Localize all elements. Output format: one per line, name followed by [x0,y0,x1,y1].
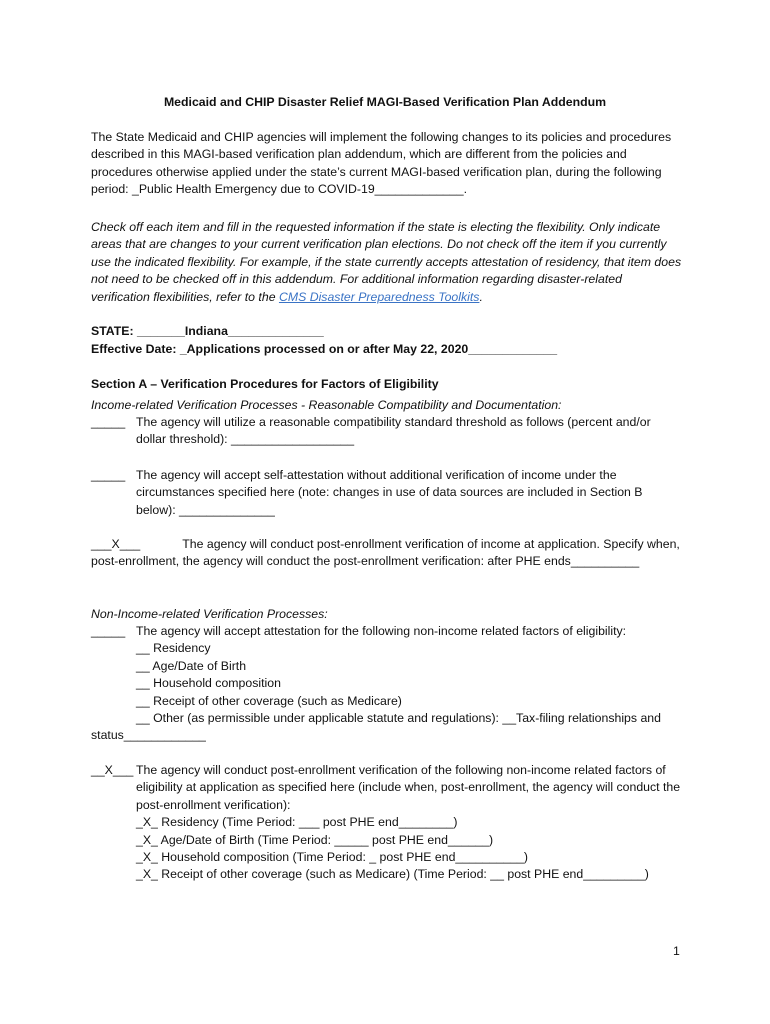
post-option-age[interactable]: _X_ Age/Date of Birth (Time Period: _____ post PHE end______) [136,832,494,847]
item-4-checkbox-blank[interactable]: _____ [91,624,126,638]
page-number: 1 [673,944,680,958]
attest-option-coverage[interactable]: __ Receipt of other coverage (such as Medicare) [136,693,402,708]
nonincome-heading: Non-Income-related Verification Processes: [91,607,328,621]
state-line: STATE: _______Indiana______________ [91,324,324,338]
item-1-checkbox-blank[interactable]: _____ [91,415,126,429]
cms-toolkits-link[interactable]: CMS Disaster Preparedness Toolkits [278,289,480,304]
income-item-1 [91,414,683,449]
item-2-checkbox-blank[interactable]: _____ [91,468,126,482]
intro-paragraph: The State Medicaid and CHIP agencies will implement the following changes to its policies and procedures described in this MAGI-based verification plan addendum, which are different from the policies and procedures otherwise applied under the state’s current MAGI-based verification plan, during the following period: _Public Health Emergency due to COVID-19_____________. [91,130,672,197]
item-3-body: The agency will conduct post-enrollment verification of income at application. Specify when, post-enrollment, the agency will conduct the post-enrollment verification: after PHE ends__________ [91,537,680,569]
item-5-checkbox-mark[interactable]: __X___ [91,763,134,777]
instructions-paragraph [91,219,683,306]
item-1-text: The agency will utilize a reasonable compatibility standard threshold as follows (percent and/or dollar threshold): __________________ [136,415,651,447]
income-item-3 [91,536,683,571]
attest-option-household[interactable]: __ Household composition [136,676,281,691]
nonincome-item-5 [91,762,683,884]
nonincome-item-4 [91,623,683,710]
item-3-text [91,536,683,571]
item-4-text: The agency will accept attestation for the following non-income related factors of eligibility: [136,624,627,638]
post-option-residency[interactable]: _X_ Residency (Time Period: ___ post PHE end________) [136,815,458,830]
income-item-2 [91,467,683,519]
document-title: Medicaid and CHIP Disaster Relief MAGI-Based Verification Plan Addendum [163,95,607,109]
instructions-end: . [479,289,483,304]
effective-date-line: Effective Date: _Applications processed on or after May 22, 2020_____________ [91,342,558,356]
post-option-coverage[interactable]: _X_ Receipt of other coverage (such as Medicare) (Time Period: __ post PHE end_________) [136,867,649,882]
item-2-text: The agency will accept self-attestation without additional verification of income under the circumstances specified here (note: changes in use of data sources are included in Section B below): ______________ [136,468,643,517]
item-5-text: The agency will conduct post-enrollment verification of the following non-income related factors of eligibility at application as specified here (include when, post-enrollment, the agency will conduct the post-enrollment verification): [136,763,681,812]
attest-option-age[interactable]: __ Age/Date of Birth [136,658,247,673]
instructions-text: Check off each item and fill in the requested information if the state is electing the flexibility. Only indicate areas that are changes to your current verification plan elections. Do not check off the item if you currently use the indicated flexibility. For example, if the state currently accepts attestation of residency, that item does not need to be checked off in this addendum. For additional information regarding disaster-related verification flexibilities, refer to the [91,220,682,304]
attest-option-residency[interactable]: __ Residency [136,641,211,656]
section-a-heading: Section A – Verification Procedures for Factors of Eligibility [91,377,439,391]
income-heading: Income-related Verification Processes - Reasonable Compatibility and Documentation: [91,398,562,412]
post-option-household[interactable]: _X_ Household composition (Time Period: _ post PHE end__________) [136,850,528,865]
item-3-checkbox-mark[interactable]: ___X___ [91,537,141,551]
attest-option-other[interactable]: __ Other (as permissible under applicable statute and regulations): __Tax-filing relationships and status____________ [91,711,661,743]
